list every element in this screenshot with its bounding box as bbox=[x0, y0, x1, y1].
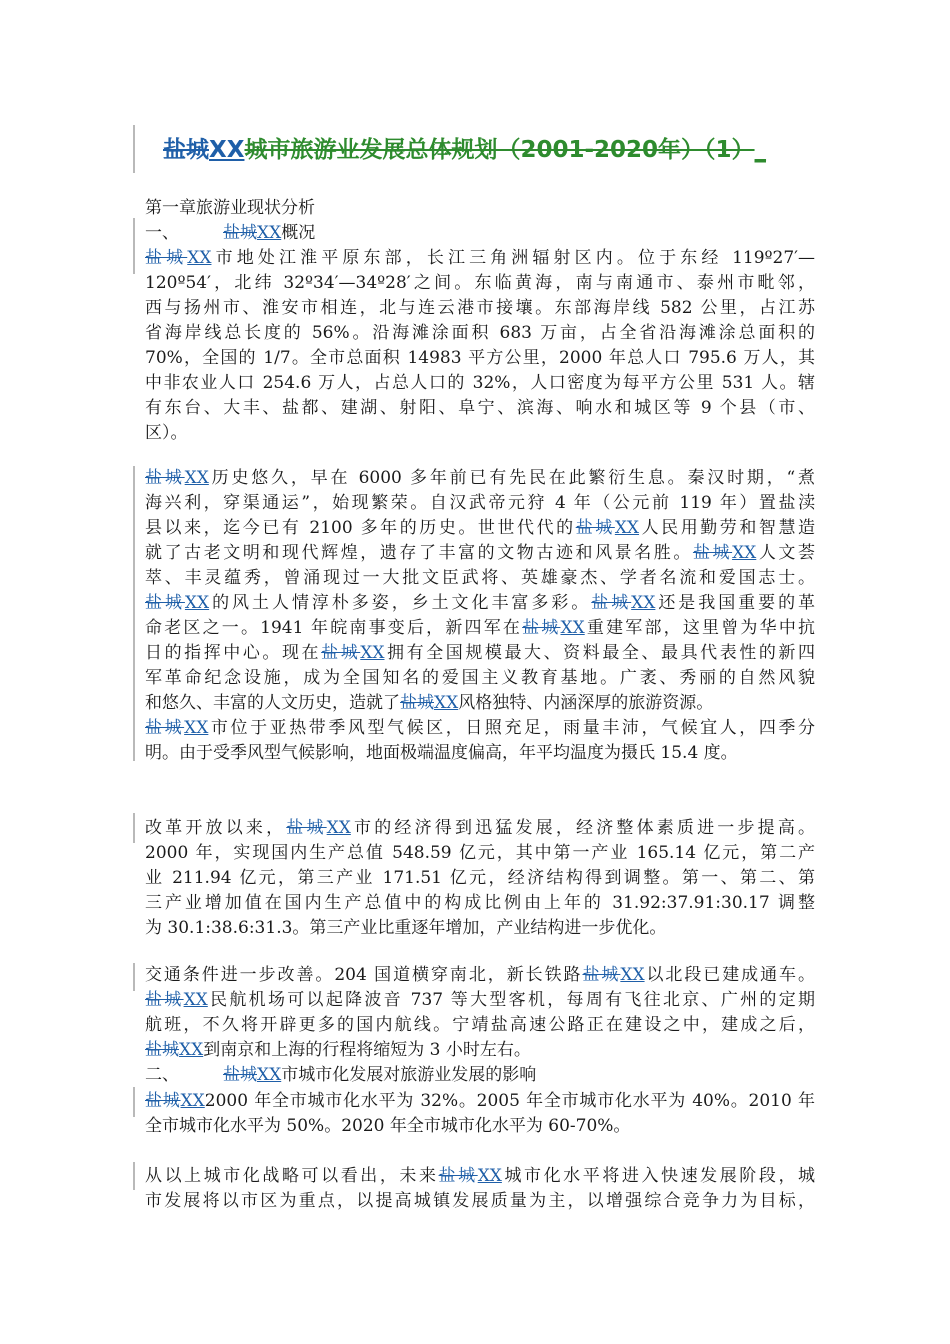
paragraph-line: 市发展将以市区为重点，以提高城镇发展质量为主，以增强综合竞争力为目标， bbox=[145, 1191, 815, 1211]
paragraph-line: 盐城XX民航机场可以起降波音 737 等大型客机，每周有飞往北京、广州的定期 bbox=[145, 990, 815, 1010]
change-bar bbox=[133, 813, 135, 843]
paragraph-line: 命老区之一。1941 年皖南事变后，新四军在盐城XX重建军部，这里曾为华中抗 bbox=[145, 618, 816, 638]
paragraph-line: 就了古老文明和现代辉煌，遗存了丰富的文物古迹和风景名胜。盐城XX人文荟 bbox=[145, 543, 816, 563]
paragraph-line: 全市城市化水平为 50%。2020 年全市城市化水平为 60-70%。 bbox=[145, 1116, 631, 1136]
inserted-text: XX bbox=[257, 1065, 282, 1085]
change-bar bbox=[133, 1162, 135, 1190]
paragraph-line: 盐城XX市地处江淮平原东部，长江三角洲辐射区内。位于东经 119º27′— bbox=[145, 248, 815, 268]
paragraph-line: 中非农业人口 254.6 万人，占总人口的 32%，人口密度为每平方公里 531 人。辖 bbox=[145, 373, 815, 393]
paragraph-line: 70%，全国的 1/7。全市总面积 14983 平方公里，2000 年总人口 795.6 万人，其 bbox=[145, 348, 815, 368]
paragraph-line: 省海岸线总长度的 56%。沿海滩涂面积 683 万亩，占全省沿海滩涂总面积的 bbox=[145, 323, 815, 343]
paragraph-line: 萃、丰灵蕴秀，曾涌现过一大批文臣武将、英雄豪杰、学者名流和爱国志士。 bbox=[145, 568, 815, 588]
paragraph-line: 日的指挥中心。现在盐城XX拥有全国规模最大、资料最全、最具代表性的新四 bbox=[145, 643, 816, 663]
section-heading: 一、 盐城XX概况 bbox=[145, 223, 316, 243]
deleted-text: 盐城 bbox=[223, 223, 257, 243]
paragraph-line: 有东台、大丰、盐都、建湖、射阳、阜宁、滨海、响水和城区等 9 个县（市、 bbox=[145, 398, 815, 418]
paragraph-line: 海兴利，穿渠通运”，始现繁荣。自汉武帝元狩 4 年（公元前 119 年）置盐渎 bbox=[145, 493, 815, 513]
paragraph-line: 盐城XX市位于亚热带季风型气候区，日照充足，雨量丰沛，气候宜人，四季分 bbox=[145, 718, 816, 738]
paragraph-line: 盐城XX的风土人情淳朴多姿，乡土文化丰富多彩。盐城XX还是我国重要的革 bbox=[145, 593, 816, 613]
deleted-text: 盐城 bbox=[223, 1065, 257, 1085]
inserted-text: XX bbox=[209, 137, 245, 163]
paragraph-line: 军革命纪念设施，成为全国知名的爱国主义教育基地。广袤、秀丽的自然风貌 bbox=[145, 668, 815, 688]
change-bar bbox=[133, 466, 135, 761]
paragraph-line: 三产业增加值在国内生产总值中的构成比例由上年的 31.92:37.91:30.17 调整 bbox=[145, 893, 815, 913]
paragraph-line: 航班，不久将开辟更多的国内航线。宁靖盐高速公路正在建设之中，建成之后， bbox=[145, 1015, 815, 1035]
title-trail: _ bbox=[754, 137, 767, 163]
paragraph-line: 为 30.1:38.6:31.3。第三产业比重逐年增加，产业结构进一步优化。 bbox=[145, 918, 667, 938]
paragraph-line: 120º54′，北纬 32º34′—34º28′之间。东临黄海，南与南通市、泰州市毗邻， bbox=[145, 273, 815, 293]
paragraph-line: 明。由于受季风型气候影响，地面极端温度偏高，年平均温度为摄氏 15.4 度。 bbox=[145, 743, 738, 763]
paragraph-line: 业 211.94 亿元，第三产业 171.51 亿元，经济结构得到调整。第一、第二、第 bbox=[145, 868, 815, 888]
paragraph-line: 县以来，迄今已有 2100 多年的历史。世世代代的盐城XX人民用勤劳和智慧造 bbox=[145, 518, 816, 538]
change-bar bbox=[133, 125, 135, 173]
section-heading: 二、 盐城XX市城市化发展对旅游业发展的影响 bbox=[145, 1065, 537, 1085]
paragraph-line: 改革开放以来，盐城XX市的经济得到迅猛发展，经济整体素质进一步提高。 bbox=[145, 818, 816, 838]
paragraph-line: 2000 年，实现国内生产总值 548.59 亿元，其中第一产业 165.14 亿元，第二产 bbox=[145, 843, 815, 863]
paragraph-line: 盐城XX历史悠久，早在 6000 多年前已有先民在此繁衍生息。秦汉时期，“煮 bbox=[145, 468, 816, 488]
change-bar bbox=[133, 218, 135, 248]
change-bar bbox=[133, 1087, 135, 1117]
deleted-text: 盐城 bbox=[163, 137, 209, 163]
paragraph-line: 西与扬州市、淮安市相连，北与连云港市接壤。东部海岸线 582 公里，占江苏 bbox=[145, 298, 815, 318]
paragraph-line: 盐城XX2000 年全市城市化水平为 32%。2005 年全市城市化水平为 40%。2010 年 bbox=[145, 1091, 815, 1111]
paragraph-line: 区）。 bbox=[145, 423, 188, 443]
paragraph-line: 交通条件进一步改善。204 国道横穿南北，新长铁路盐城XX以北段已建成通车。 bbox=[145, 965, 815, 985]
chapter-heading: 第一章旅游业现状分析 bbox=[145, 198, 315, 218]
document-title bbox=[163, 133, 863, 167]
paragraph-line: 从以上城市化战略可以看出，未来盐城XX城市化水平将进入快速发展阶段，城 bbox=[145, 1166, 816, 1186]
change-bar bbox=[133, 963, 135, 991]
title-text: 城市旅游业发展总体规划（2001-2020年）（1） bbox=[244, 137, 755, 163]
change-bar bbox=[133, 246, 135, 274]
inserted-text: XX bbox=[257, 223, 282, 243]
paragraph-line: 盐城XX到南京和上海的行程将缩短为 3 小时左右。 bbox=[145, 1040, 531, 1060]
paragraph-line: 和悠久、丰富的人文历史，造就了盐城XX风格独特、内涵深厚的旅游资源。 bbox=[145, 693, 714, 713]
